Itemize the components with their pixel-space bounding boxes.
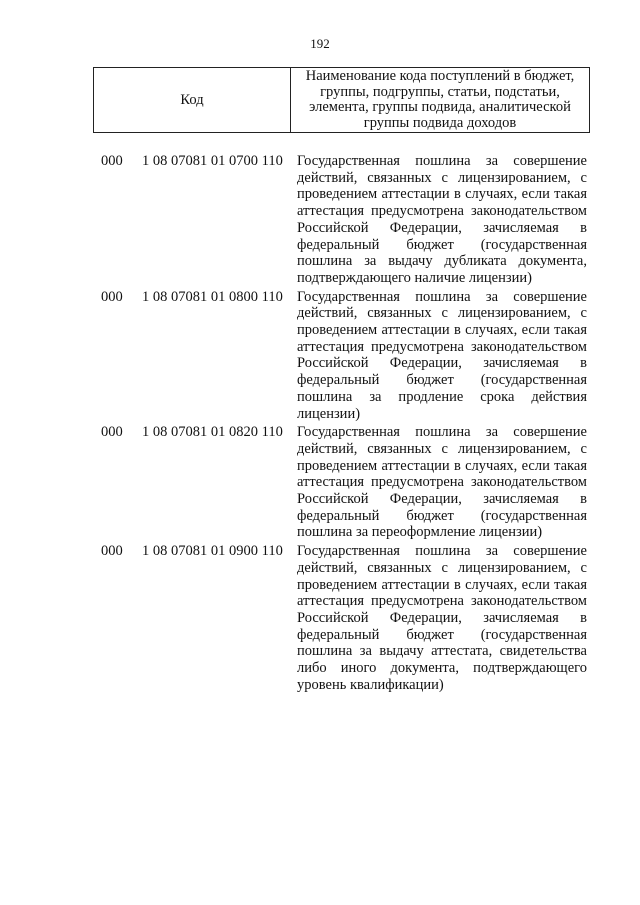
page-number: 192 — [310, 36, 330, 51]
name-column-header: Наименование кода поступлений в бюджет, группы, подгруппы, статьи, подстатьи, элемента, группы подвида, аналитической группы подвида доходов — [305, 68, 575, 131]
kbk-code: 1 08 07081 01 0700 110 — [142, 153, 283, 169]
kbk-code: 1 08 07081 01 0900 110 — [142, 543, 283, 560]
admin-code: 000 — [101, 153, 123, 169]
code-description: Государственная пошлина за совершение действий, связанных с лицензированием, с проведением аттестации в случаях, если такая аттестация предусмотрена законодательством Российской Федерации, зачисляемая в федеральный бюджет (государственная пошлина за продление срока действия лицензии) — [297, 288, 587, 422]
kbk-code: 1 08 07081 01 0820 110 — [142, 424, 283, 441]
table-row — [0, 153, 640, 287]
admin-code: 000 — [101, 543, 123, 560]
table-row — [0, 289, 640, 423]
admin-code: 000 — [101, 288, 123, 305]
code-column-header: Код — [94, 68, 291, 132]
table-header — [93, 67, 590, 133]
table-row — [0, 424, 640, 541]
admin-code: 000 — [101, 424, 123, 441]
kbk-code: 1 08 07081 01 0800 110 — [142, 288, 283, 305]
code-description: Государственная пошлина за совершение действий, связанных с лицензированием, с проведением аттестации в случаях, если такая аттестация предусмотрена законодательством Российской Федерации, зачисляемая в федеральный бюджет (государственная пошлина за выдачу дубликата документа, подтверждающего наличие лицензии) — [297, 153, 587, 286]
code-description: Государственная пошлина за совершение действий, связанных с лицензированием, с проведением аттестации в случаях, если такая аттестация предусмотрена законодательством Российской Федерации, зачисляемая в федеральный бюджет (государственная пошлина за переоформление лицензии) — [297, 424, 587, 541]
code-description: Государственная пошлина за совершение действий, связанных с лицензированием, с проведением аттестации в случаях, если такая аттестация предусмотрена законодательством Российской Федерации, зачисляемая в федеральный бюджет (государственная пошлина за выдачу аттестата, свидетельства либо иного документа, подтверждающего уровень квалификации) — [297, 543, 587, 693]
income-codes-list — [0, 153, 640, 696]
table-row — [0, 543, 640, 693]
